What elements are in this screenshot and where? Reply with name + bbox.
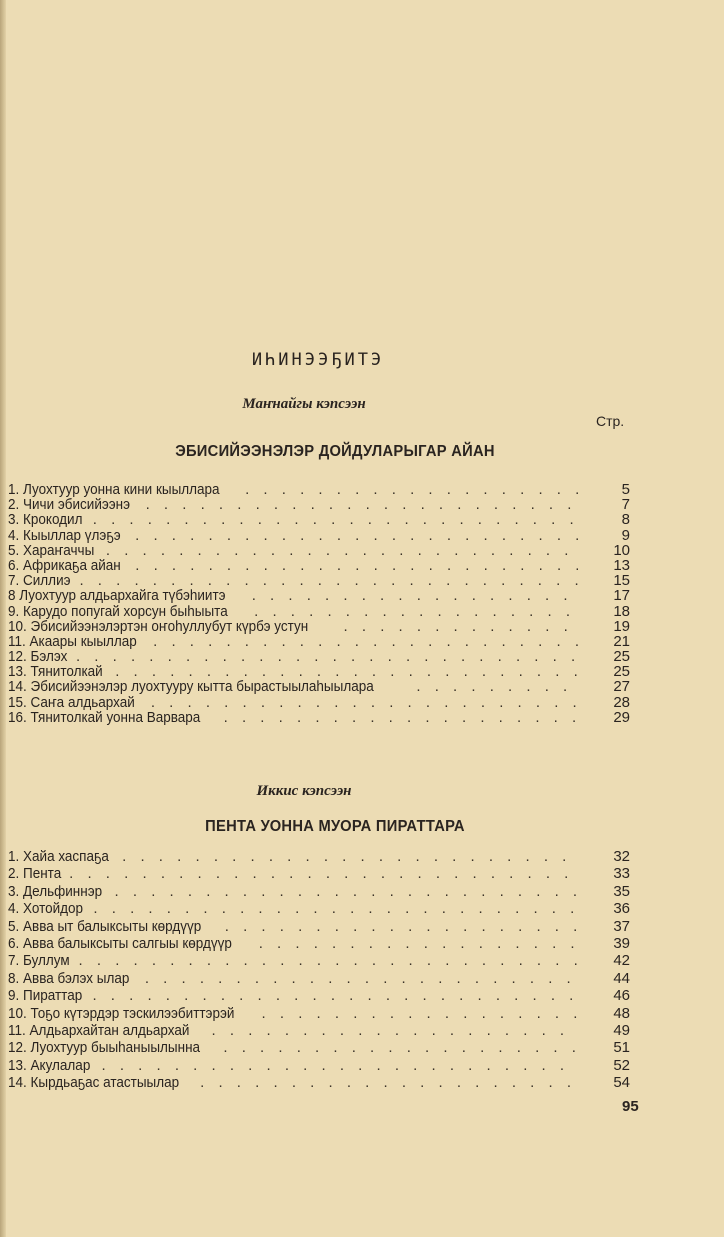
toc-entry-title xyxy=(8,512,82,527)
part-2-title: Иккис кэпсээн xyxy=(256,783,352,799)
toc-entry-number: 5. xyxy=(8,541,20,559)
dot-leader xyxy=(122,848,578,865)
dot-leader xyxy=(416,679,578,694)
toc-entry-number: 11. xyxy=(8,632,26,650)
toc-entry-number: 13. xyxy=(8,663,27,681)
toc-entry-page: 33 xyxy=(613,865,630,883)
toc-entry-number: 2. xyxy=(8,865,20,883)
toc-entry-text: Тянитолкай уонна Варвара xyxy=(30,708,201,726)
toc-entry-number: 4. xyxy=(8,526,20,544)
toc-entry[interactable] xyxy=(8,1005,630,1022)
toc-entry-title xyxy=(8,1005,234,1022)
toc-entry-title xyxy=(8,848,109,865)
toc-entry-title xyxy=(8,883,102,900)
toc-entry-text: Луохтуур быыһаныылынна xyxy=(30,1039,201,1057)
toc-entry-title xyxy=(8,900,83,917)
toc-entry-text: Акулалар xyxy=(30,1056,91,1074)
toc-entry-title xyxy=(8,918,201,935)
toc-entry-page: 25 xyxy=(613,648,630,666)
toc-entry-title xyxy=(8,558,121,573)
toc-entry-number: 1. xyxy=(8,848,20,865)
dot-leader xyxy=(135,558,578,573)
dot-leader xyxy=(115,664,578,679)
page-binding-edge xyxy=(0,0,6,1237)
toc-entry-number: 8 xyxy=(8,587,16,605)
toc-entry-text: Кыыллар үлэҕэ xyxy=(23,526,121,544)
toc-entry[interactable] xyxy=(8,573,630,588)
toc-entry-page: 37 xyxy=(613,917,630,935)
toc-entry-text: Пента xyxy=(23,865,62,883)
toc-entry-title xyxy=(8,1022,189,1039)
toc-entry-title xyxy=(8,497,130,512)
dot-leader xyxy=(153,634,578,649)
toc-entry-number: 5. xyxy=(8,917,20,935)
dot-leader xyxy=(254,604,578,619)
toc-entry-number: 7. xyxy=(8,572,20,590)
toc-entry[interactable] xyxy=(8,482,630,497)
toc-entry-number: 3. xyxy=(8,511,20,529)
toc-entry-number: 6. xyxy=(8,556,20,574)
page-column-label: Стр. xyxy=(596,413,625,429)
toc-entry-page: 52 xyxy=(613,1056,630,1074)
toc-entry-title xyxy=(8,588,226,603)
toc-entry-page: 48 xyxy=(613,1004,630,1022)
toc-entry-title xyxy=(8,649,67,664)
toc-entry-page: 54 xyxy=(613,1074,630,1092)
dot-leader xyxy=(79,573,578,588)
toc-entry-text: Луохтуур уонна кини кыыллара xyxy=(23,481,220,498)
dot-leader xyxy=(79,952,578,969)
toc-entry-text: Луохтуур алдьархайга түбэһиитэ xyxy=(19,587,226,605)
toc-entry-text: Крокодил xyxy=(23,511,83,529)
toc-entry-text: Авва балыксыты салгыы көрдүүр xyxy=(23,934,232,952)
toc-entry-number: 12. xyxy=(8,648,27,666)
toc-entry-text: Хотойдор xyxy=(23,900,84,918)
toc-entry-page: 19 xyxy=(613,617,630,635)
toc-entry-number: 10. xyxy=(8,617,27,635)
dot-leader xyxy=(106,543,578,558)
contents-title: ИҺИНЭЭҔИТЭ xyxy=(251,350,385,370)
toc-entry[interactable] xyxy=(8,695,630,710)
toc-entry[interactable] xyxy=(8,649,630,664)
dot-leader xyxy=(245,482,578,497)
dot-leader xyxy=(262,1005,578,1022)
toc-entry-text: Силлиэ xyxy=(23,572,71,590)
dot-leader xyxy=(115,883,578,900)
toc-entry-page: 15 xyxy=(613,572,630,590)
toc-entry-number: 2. xyxy=(8,496,20,514)
toc-entry[interactable] xyxy=(8,558,630,573)
toc-entry-title xyxy=(8,634,137,649)
dot-leader xyxy=(135,528,578,543)
toc-entry-number: 16. xyxy=(8,708,27,726)
toc-entry-number: 8. xyxy=(8,969,20,987)
toc-entry-title xyxy=(8,1074,179,1091)
dot-leader xyxy=(252,588,578,603)
toc-entry-page: 5 xyxy=(621,481,630,498)
toc-entry[interactable] xyxy=(8,1057,630,1074)
dot-leader xyxy=(69,865,578,882)
part-1-toc xyxy=(8,482,630,725)
toc-entry-page: 18 xyxy=(613,602,630,620)
toc-entry-page: 39 xyxy=(613,934,630,952)
dot-leader xyxy=(101,1057,578,1074)
toc-entry-text: Кырдьаҕас атастыылар xyxy=(30,1074,180,1092)
toc-entry[interactable] xyxy=(8,883,630,900)
toc-entry-page: 32 xyxy=(613,848,630,865)
dot-leader xyxy=(200,1074,578,1091)
dot-leader xyxy=(146,497,578,512)
toc-entry-text: Акаары кыыллар xyxy=(29,632,137,650)
toc-entry-text: Алдьархайтан алдьархай xyxy=(29,1021,190,1039)
toc-entry[interactable] xyxy=(8,543,630,558)
toc-entry-page: 21 xyxy=(613,632,630,650)
toc-entry-text: Саҥа алдьархай xyxy=(30,693,135,711)
toc-entry[interactable] xyxy=(8,664,630,679)
toc-entry-title xyxy=(8,935,232,952)
toc-entry-text: Хайа хаспаҕа xyxy=(23,848,109,865)
dot-leader xyxy=(225,918,578,935)
toc-entry[interactable] xyxy=(8,634,630,649)
toc-entry[interactable] xyxy=(8,848,630,865)
toc-entry-number: 6. xyxy=(8,934,20,952)
toc-entry-page: 8 xyxy=(621,511,630,529)
toc-entry[interactable] xyxy=(8,512,630,527)
toc-entry-number: 15. xyxy=(8,693,27,711)
toc-entry-text: Эбисийээнэлэртэн оҥоһуллубут күрбэ устун xyxy=(30,617,309,635)
toc-entry-page: 27 xyxy=(613,678,630,696)
toc-entry-text: Карудо попугай хорсун быһыыта xyxy=(23,602,228,620)
toc-entry-title xyxy=(8,604,228,619)
toc-entry[interactable] xyxy=(8,935,630,952)
toc-entry[interactable] xyxy=(8,1022,630,1039)
toc-entry-page: 46 xyxy=(613,987,630,1005)
toc-entry-text: Эбисийээнэлэр луохтууру кытта быраcтыылаһыылара xyxy=(30,678,374,696)
toc-entry-number: 11. xyxy=(8,1021,26,1039)
toc-entry-page: 17 xyxy=(613,587,630,605)
toc-entry[interactable] xyxy=(8,1039,630,1056)
toc-entry-text: Тоҕо күтэрдэр тэскилээбиттэрэй xyxy=(30,1004,235,1022)
dot-leader xyxy=(223,1039,578,1056)
toc-entry-title xyxy=(8,987,82,1004)
toc-entry-page: 13 xyxy=(613,556,630,574)
toc-entry-title xyxy=(8,573,70,588)
toc-entry-text: Буллум xyxy=(23,952,70,970)
dot-leader xyxy=(344,619,578,634)
toc-entry-number: 9. xyxy=(8,602,20,620)
toc-entry-title xyxy=(8,970,129,987)
toc-entry[interactable] xyxy=(8,710,630,725)
dot-leader xyxy=(259,935,578,952)
dot-leader xyxy=(145,970,578,987)
toc-entry-title xyxy=(8,528,121,543)
toc-entry-page: 42 xyxy=(613,952,630,970)
toc-entry[interactable] xyxy=(8,679,630,694)
toc-entry-text: Пираттар xyxy=(23,987,83,1005)
toc-entry-number: 14. xyxy=(8,678,27,696)
toc-entry-text: Хараҥаччы xyxy=(23,541,95,559)
toc-entry[interactable] xyxy=(8,987,630,1004)
toc-entry-text: Авва ыт балыксыты көрдүүр xyxy=(23,917,202,935)
toc-entry-page: 9 xyxy=(621,526,630,544)
toc-entry-page: 10 xyxy=(613,541,630,559)
part-1-title: Маҥнайгы кэпсээн xyxy=(242,396,366,412)
toc-entry-page: 28 xyxy=(613,693,630,711)
toc-entry-page: 25 xyxy=(613,663,630,681)
toc-entry-number: 14. xyxy=(8,1074,27,1092)
toc-entry-title xyxy=(8,1039,200,1056)
toc-entry-title xyxy=(8,482,220,497)
toc-entry[interactable] xyxy=(8,497,630,512)
toc-entry-title xyxy=(8,1057,90,1074)
toc-entry-title xyxy=(8,664,103,679)
dot-leader xyxy=(151,695,578,710)
part-2-heading: ПЕНТА УОННА МУОРА ПИРАТТАРА xyxy=(205,818,465,835)
dot-leader xyxy=(224,710,578,725)
dot-leader xyxy=(92,987,578,1004)
toc-entry-title xyxy=(8,695,135,710)
toc-entry-title xyxy=(8,710,200,725)
toc-entry-number: 4. xyxy=(8,900,20,918)
toc-entry[interactable] xyxy=(8,604,630,619)
dot-leader xyxy=(212,1022,578,1039)
dot-leader xyxy=(76,649,578,664)
toc-entry-page: 51 xyxy=(613,1039,630,1057)
toc-entry-number: 10. xyxy=(8,1004,27,1022)
part-2-toc xyxy=(8,848,630,1091)
toc-entry-text: Дельфиннэр xyxy=(23,882,103,900)
toc-entry-title xyxy=(8,952,70,969)
toc-entry-title xyxy=(8,679,374,694)
toc-entry-number: 3. xyxy=(8,882,20,900)
toc-entry-page: 49 xyxy=(613,1021,630,1039)
toc-entry[interactable] xyxy=(8,900,630,917)
dot-leader xyxy=(93,900,578,917)
toc-entry[interactable] xyxy=(8,588,630,603)
toc-entry-text: Авва бэлэх ылар xyxy=(23,969,130,987)
toc-entry-title xyxy=(8,619,308,634)
toc-entry[interactable] xyxy=(8,865,630,882)
toc-entry[interactable] xyxy=(8,970,630,987)
toc-entry-page: 36 xyxy=(613,900,630,918)
toc-entry-text: Тянитолкай xyxy=(30,663,103,681)
toc-entry-page: 7 xyxy=(621,496,630,514)
toc-entry-number: 9. xyxy=(8,987,20,1005)
part-1-heading: ЭБИСИЙЭЭНЭЛЭР ДОЙДУЛАРЫГАР АЙАН xyxy=(175,443,495,460)
toc-entry-number: 12. xyxy=(8,1039,27,1057)
toc-entry-text: Африкаҕа айан xyxy=(23,556,121,574)
toc-entry-title xyxy=(8,865,61,882)
toc-entry-title xyxy=(8,543,94,558)
toc-entry-number: 1. xyxy=(8,481,20,498)
toc-entry[interactable] xyxy=(8,952,630,969)
toc-entry[interactable] xyxy=(8,619,630,634)
toc-entry-text: Бэлэх xyxy=(30,648,68,666)
toc-entry-number: 13. xyxy=(8,1056,27,1074)
toc-entry-text: Чичи эбисийээнэ xyxy=(23,496,131,514)
toc-entry-page: 44 xyxy=(613,969,630,987)
toc-entry-number: 7. xyxy=(8,952,20,970)
toc-entry[interactable] xyxy=(8,1074,630,1091)
page-number: 95 xyxy=(622,1098,639,1115)
toc-entry-page: 35 xyxy=(613,882,630,900)
toc-entry[interactable] xyxy=(8,528,630,543)
toc-entry[interactable] xyxy=(8,918,630,935)
toc-entry-page: 29 xyxy=(613,708,630,726)
dot-leader xyxy=(93,512,578,527)
